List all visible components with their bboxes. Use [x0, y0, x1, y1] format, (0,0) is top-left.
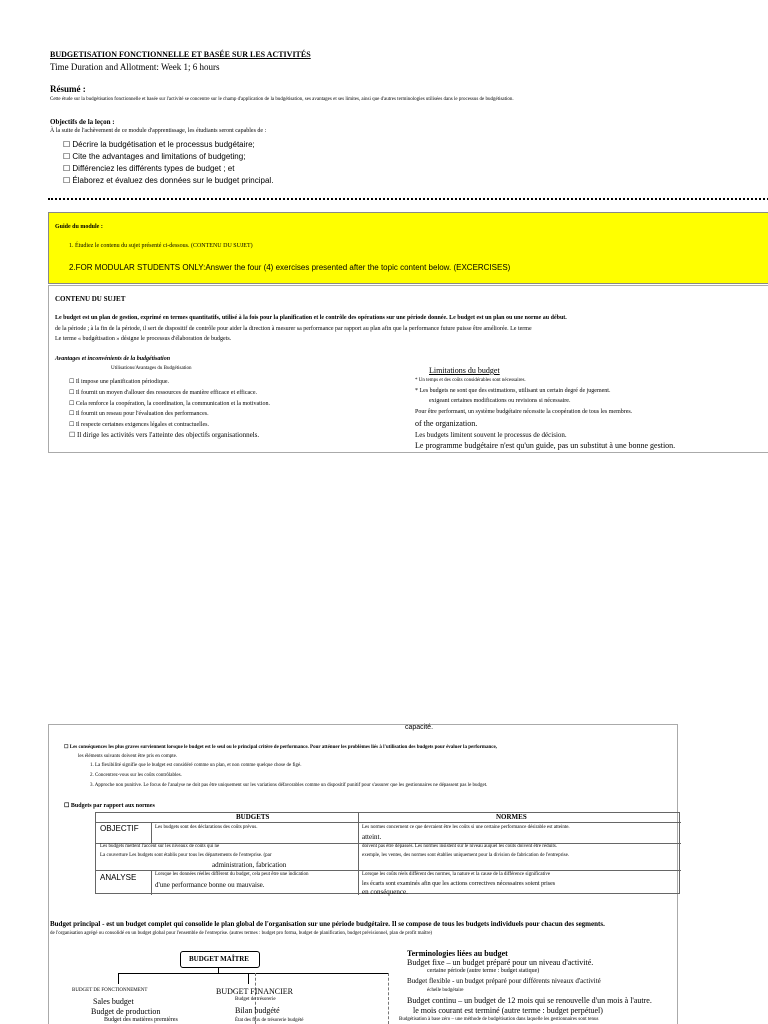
consequence-item: 3. Approche non punitive. Le focus de l'analyse ne doit pas être uniquement sur les variations défavorables comme un dispositif punitif pour s'assurer que les gestionnaires ne dépassent pas le budget.: [90, 783, 488, 788]
resume-text: Cette étude sur la budgétisation fonctionnelle et basée sur l'activité se concentre sur le champ d'application de la budgétisation, ses avantages et ses limites, ainsi que d'autres terminologies utilisées dans le processus de budgétisation.: [50, 97, 514, 102]
objectif-item: ☐ Cite the advantages and limitations of budgeting;: [63, 152, 245, 161]
objectif-item: ☐ Élaborez et évaluez des données sur le budget principal.: [63, 176, 273, 185]
topic-content-box: [48, 285, 768, 453]
consequence-item: 1. La flexibilité signifie que le budget est considéré comme un plan, et non comme quelque chose de figé.: [90, 763, 302, 768]
cell-objectif-normes: atteint.: [362, 833, 382, 841]
adv-item: ☐ Cela renforce la coopération, la coordination, la communication et la motivation.: [69, 400, 270, 407]
contenu-heading: CONTENU DU SUJET: [55, 295, 126, 303]
adv-item: ☐ Il respecte certaines exigences légales et contractuelles.: [69, 421, 209, 428]
cell-objectif-budgets: Les budgets sont des déclarations des coûts prévus.: [155, 825, 258, 830]
cell-analyse-budgets: Lorsque les données réelles diffèrent du budget, cela peut être une indication: [155, 872, 309, 877]
sales-budget-label: Sales budget: [93, 997, 134, 1006]
contenu-p1: Le budget est un plan de gestion, exprimé en termes quantitatifs, utilisé à la fois pour la planification et le contrôle des opérations sur une période donnée. Le budget est un plan ou une norme au début.: [55, 315, 567, 321]
objectif-item: ☐ Différenciez les différents types de budget ; et: [63, 164, 234, 173]
dotted-divider: [48, 198, 768, 200]
objectifs-intro: À la suite de l'achèvement de ce module d'apprentissage, les étudiants seront capables de :: [50, 128, 267, 134]
adv-subheading: Utilisations/Avantages du Budgétisation: [111, 366, 192, 371]
limitations-heading: Limitations du budget: [429, 366, 500, 375]
terminologies-heading: Terminologies liées au budget: [407, 949, 508, 958]
cash-budget-label: Budget de trésorerie: [235, 997, 276, 1002]
terminology-item: Budget fixe – un budget préparé pour un niveau d'activité.: [407, 958, 594, 967]
cell-objectif-normes: Les normes concernent ce que devraient être les coûts si une certaine performance désirable est atteinte.: [362, 825, 570, 830]
module-guide-box: [48, 212, 768, 284]
resume-heading: Résumé :: [50, 84, 86, 94]
consequence-item: 2. Concentrez-vous sur les coûts contrôlables.: [90, 773, 182, 778]
limitation-item: exigeant certaines modifications ou revisions si nécessaire.: [429, 398, 571, 404]
guide-item-2: 2.FOR MODULAR STUDENTS ONLY:Answer the four (4) exercises presented after the topic content below. (EXCERCISES): [69, 263, 511, 272]
terminology-item: le mois courant est terminé (autre terme : budget perpétuel): [413, 1006, 603, 1015]
consequences-sub: les éléments suivants doivent être pris en compte.: [78, 754, 178, 759]
objectif-item: ☐ Décrire la budgétisation et le processus budgétaire;: [63, 140, 255, 149]
terminology-item: Budget continu – un budget de 12 mois qui se renouvelle d'un mois à l'autre.: [407, 996, 652, 1005]
cell-row3-budgets: administration, fabrication: [212, 861, 287, 869]
cell-row3-budgets: La couverture Les budgets sont établis pour tous les départements de l'entreprise. (par: [100, 853, 272, 858]
terminology-item: échelle budgétaire: [427, 988, 464, 993]
table-divider: [151, 870, 152, 895]
cell-row2-budgets: Les budgets mettent l'accent sur les niveaux de coûts qui ne: [100, 844, 220, 849]
budget-principal-text: de l'organisation agrégé ou consolidé en un budget global pour l'ensemble de l'entreprise. (autres termes : budget pro forma, budget de planification, budget prévisionnel, plan de profit maître): [50, 931, 433, 936]
terminology-item: Budgétisation à base zéro – une méthode de budgétisation dans laquelle les gestionnaires sont tenus: [399, 1017, 599, 1022]
col-header-normes: NORMES: [496, 813, 527, 821]
limitation-item: Les budgets limitent souvent le processus de décision.: [415, 431, 567, 439]
limitation-item: * Un temps et des coûts considérables sont nécessaires.: [415, 378, 526, 383]
terminology-item: Budget flexible - un budget préparé pour différents niveaux d'activité: [407, 977, 601, 985]
row-label-analyse: ANALYSE: [100, 873, 137, 882]
cell-analyse-budgets: d'une performance bonne ou mauvaise.: [155, 881, 265, 889]
diagram-connector: [118, 973, 119, 984]
limitation-item: * Les budgets ne sont que des estimations, utilisant un certain degré de jugement.: [415, 388, 611, 394]
terminology-item: certaine période (autre terme : budget statique): [427, 968, 540, 974]
capacite-text: capacité.: [405, 724, 434, 731]
cell-analyse-normes: en conséquence.: [362, 888, 408, 896]
guide-item-1: 1. Étudiez le contenu du sujet présenté ci-dessous. (CONTENU DU SUJET): [69, 243, 253, 249]
budget-principal-text: Budget principal - est un budget complet qui consolide le plan global de l'organisation sur une période budgétaire. Il se compose de tous les budgets individuels pour chacun des segments.: [50, 920, 605, 928]
diagram-connector: [218, 968, 219, 973]
diagram-connector: [118, 973, 388, 974]
adv-item: ☐ Il dirige les activités vers l'atteinte des objectifs organisationnels.: [69, 431, 259, 439]
adv-heading: Avantages et inconvénients de la budgétisation: [55, 356, 171, 362]
financial-budget-label: BUDGET FINANCIER: [216, 987, 293, 996]
table-divider: [358, 813, 359, 895]
budgets-normes-table: [95, 812, 680, 894]
contenu-p2: de la période ; à la fin de la période, il sert de dispositif de contrôle pour aider la direction à mesurer sa performance par rapport au plan afin que la performance future puisse être améliorée. Le terme: [55, 326, 532, 332]
cell-row2-normes: doivent pas être dépassés. Les normes insistent sur le niveau auquel les coûts doivent être réduits.: [362, 844, 558, 849]
cell-row3-normes: exemple, les ventes, des normes sont établies uniquement pour la division de fabrication de l'entreprise.: [362, 853, 570, 858]
diagram-connector: [388, 973, 389, 1024]
limitation-item: of the organization.: [415, 419, 478, 428]
master-budget-node: [180, 951, 260, 968]
production-budget-label: Budget de production: [91, 1007, 161, 1016]
time-duration: Time Duration and Allotment: Week 1; 6 hours: [50, 62, 220, 72]
operating-budget-label: BUDGET DE FONCTIONNEMENT: [72, 988, 148, 993]
budgets-normes-heading: ☐ Budgets par rapport aux normes: [64, 802, 155, 809]
diagram-connector: [248, 973, 249, 984]
table-divider: [96, 870, 681, 871]
balance-sheet-label: Bilan budgété: [235, 1006, 280, 1015]
adv-item: ☐ Il fournit un reseau pour l'évaluation des performances.: [69, 410, 209, 417]
row-label-objectif: OBJECTIF: [100, 824, 139, 833]
cell-analyse-normes: les écarts sont examinés afin que les actions correctives nécessaires soient prises: [362, 881, 556, 887]
document-title: BUDGETISATION FONCTIONNELLE ET BASÉE SUR LES ACTIVITÉS: [50, 50, 311, 59]
limitation-item: Pour être performant, un système budgétaire nécessite la coopération de tous les membres.: [415, 409, 633, 415]
objectifs-heading: Objectifs de la leçon :: [50, 118, 115, 126]
cash-flow-label: État des flux de trésorerie budgété: [235, 1018, 304, 1023]
master-budget-label: BUDGET MAÎTRE: [189, 955, 249, 963]
table-divider: [96, 822, 681, 823]
guide-title: Guide du module :: [55, 224, 103, 230]
contenu-p3: Le terme « budgétisation » désigne le processus d'élaboration de budgets.: [55, 336, 232, 342]
limitation-item: Le programme budgétaire n'est qu'un guide, pas un substitut à une bonne gestion.: [415, 441, 676, 450]
adv-item: ☐ Il impose une planification périodique.: [69, 378, 169, 385]
col-header-budgets: BUDGETS: [236, 813, 270, 821]
table-divider: [151, 822, 152, 843]
cell-analyse-normes: Lorsque les coûts réels diffèrent des normes, la nature et la cause de la différence significative: [362, 872, 551, 877]
consequences-text: ☐ Les conséquences les plus graves surviennent lorsque le budget est le seul ou le principal critère de performance. Pour atténuer les problèmes liés à l'utilisation des budgets pour évaluer la performance,: [64, 744, 497, 750]
materials-budget-label: Budget des matières premières: [104, 1017, 178, 1023]
adv-item: ☐ Il fournit un moyen d'allouer des ressources de manière efficace et efficace.: [69, 389, 257, 396]
